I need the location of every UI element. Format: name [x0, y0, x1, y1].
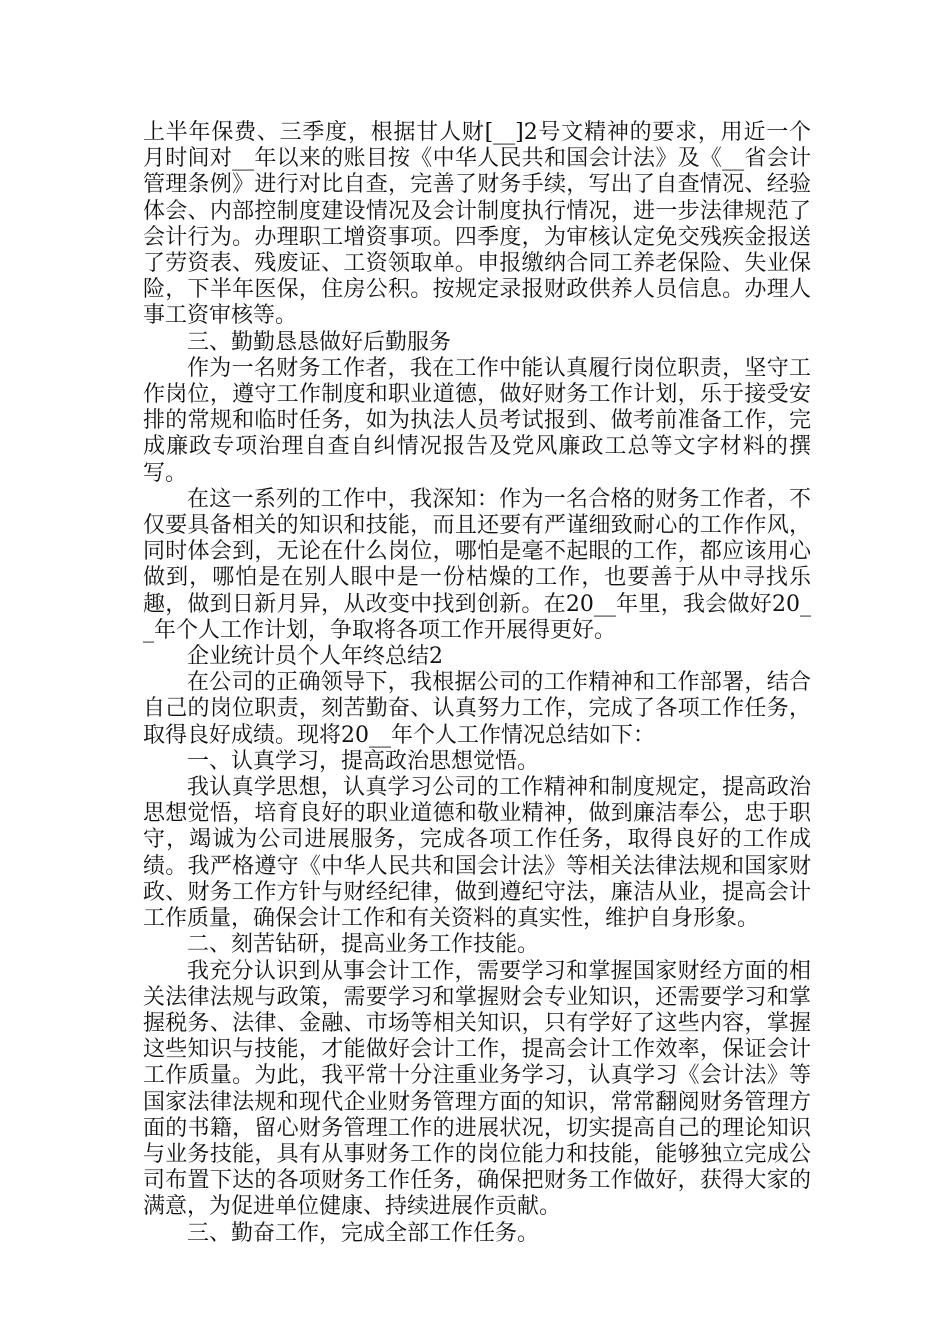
paragraph-3: 作为一名财务工作者，我在工作中能认真履行岗位职责，坚守工作岗位，遵守工作制度和职业道德，做好财务工作计划，乐于接受安排的常规和临时任务，如为执法人员考试报到、做考前准备工作，完成廉政专项治理自查自纠情况报告及党风廉政工总等文字材料的撰写。	[143, 355, 811, 486]
document-subtitle: 企业统计员个人年终总结2	[187, 644, 443, 670]
paragraph-4: 在这一系列的工作中，我深知：作为一名合格的财务工作者，不仅要具备相关的知识和技能，而且还要有严谨细致耐心的工作作风，同时体会到，无论在什么岗位，哪怕是毫不起眼的工作，都应该用心做到，哪怕是在别人眼中是一份枯燥的工作，也要善于从中寻找乐趣，做到日新月异，从改变中找到创新。在20__年里，我会做好20__年个人工作计划，争取将各项工作开展得更好。	[143, 486, 811, 643]
section-heading-2: 二、刻苦钻研，提高业务工作技能。	[187, 932, 540, 958]
section-heading-3: 三、勤勤恳恳做好后勤服务	[187, 329, 452, 355]
section-heading-1: 一、认真学习，提高政治思想觉悟。	[187, 748, 540, 774]
paragraph-10: 我充分认识到从事会计工作，需要学习和掌握国家财经方面的相关法律法规与政策，需要学习和掌握财会专业知识，还需要学习和掌握税务、法律、金融、市场等相关知识，只有学好了这些内容，掌握这些知识与技能，才能做好会计工作，提高会计工作效率，保证会计工作质量。为此，我平常十分注重业务学习，认真学习《会计法》等国家法律法规和现代企业财务管理方面的知识，常常翻阅财务管理方面的书籍，留心财务管理工作的进展状况，切实提高自己的理论知识与业务技能，具有从事财务工作的岗位能力和技能，能够独立完成公司布置下达的各项财务工作任务，确保把财务工作做好，获得大家的满意，为促进单位健康、持续进展作贡献。	[143, 958, 811, 1220]
paragraph-8: 我认真学思想，认真学习公司的工作精神和制度规定，提高政治思想觉悟，培育良好的职业道德和敬业精神，做到廉洁奉公，忠于职守，竭诚为公司进展服务，完成各项工作任务，取得良好的工作成绩。我严格遵守《中华人民共和国会计法》等相关法律法规和国家财政、财务工作方针与财经纪律，做到遵纪守法，廉洁从业，提高会计工作质量，确保会计工作和有关资料的真实性，维护自身形象。	[143, 775, 811, 932]
paragraph-6: 在公司的正确领导下，我根据公司的工作精神和工作部署，结合自己的岗位职责，刻苦勤奋、认真努力工作，完成了各项工作任务，取得良好成绩。现将20__年个人工作情况总结如下：	[143, 670, 811, 748]
paragraph-1: 上半年保费、三季度，根据甘人财[__]2号文精神的要求，用近一个月时间对__年以来的账目按《中华人民共和国会计法》及《__省会计管理条例》进行对比自查，完善了财务手续，写出了自查情况、经验体会、内部控制度建设情况及会计制度执行情况，进一步法律规范了会计行为。办理职工增资事项。四季度，为审核认定免交残疾金报送了劳资表、残废证、工资领取单。申报缴纳合同工养老保险、失业保险，下半年医保，住房公积。按规定录报财政供养人员信息。办理人事工资审核等。	[143, 120, 811, 329]
section-heading-3b: 三、勤奋工作，完成全部工作任务。	[187, 1220, 540, 1246]
document-body	[143, 120, 811, 1247]
